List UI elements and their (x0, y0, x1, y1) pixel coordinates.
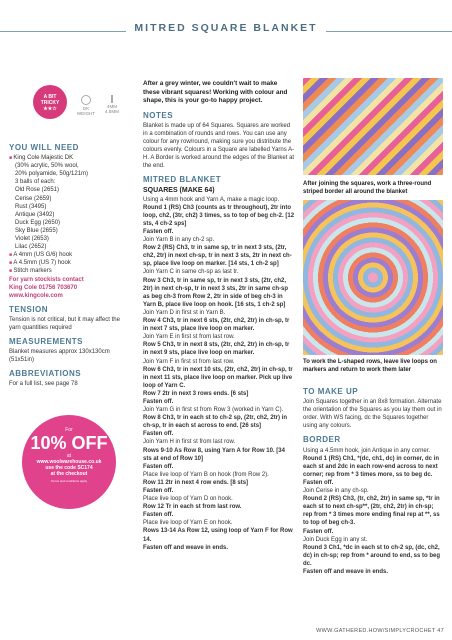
ywn-line: Old Rose (2651) (15, 187, 60, 194)
abbreviations-heading: ABBREVIATIONS (9, 369, 82, 379)
ywn-line: King Cole 01756 703670 (9, 284, 78, 291)
pat-line: Join Yarn G in first st from Row 3 (worked in Yarn C). (143, 407, 284, 414)
notes-heading: NOTES (143, 110, 174, 120)
border-heading: BORDER (303, 435, 341, 445)
ywn-line: www.kingcole.com (9, 292, 63, 299)
pat-line: Row 2 (RS) Ch3, tr in same sp, tr in next 3 sts, (2tr, ch2, 2tr) in next ch-sp, tr in next 3 sts, 2tr in next ch-sp, place live loop on marker. [14 sts, 1 ch-2 sp] (143, 245, 292, 268)
pat-line: Row 11 2tr in next 4 row ends. [8 sts] (143, 479, 249, 486)
ywn-line: 20% polyamide, 50g/121m) (15, 171, 89, 178)
brd-line: Fasten off. (303, 479, 334, 486)
abbreviations-text: For a full list, see page 78 (9, 381, 78, 388)
ywn-line: Sky Blue (2655) (15, 227, 58, 234)
meta-label: 4.5MM (104, 109, 120, 114)
pattern-subheading: SQUARES (MAKE 64) (143, 186, 215, 194)
pat-line: Join Yarn F in first st from last row. (143, 358, 235, 365)
star-rating-icon: ★★☆ (43, 106, 57, 112)
pat-line: Fasten off. (143, 431, 174, 438)
brd-line: Fasten off. (303, 528, 334, 535)
ywn-line: Antique (3492) (15, 211, 55, 218)
pat-line: Using a 4mm hook and Yarn A, make a magic loop. (143, 196, 280, 203)
promo-roundel (22, 415, 116, 509)
promo-checkout: at the checkout (50, 471, 88, 477)
pat-line: Fasten off. (143, 398, 174, 405)
ywn-line: Cerise (2659) (15, 195, 52, 202)
ywn-line: Rust (3495) (15, 203, 47, 210)
hook-icon (111, 95, 113, 103)
promo-for: For (65, 427, 73, 433)
meta-value: DK (82, 106, 90, 111)
meta-label: WEIGHT (76, 111, 96, 116)
main-column (143, 80, 295, 552)
brd-line: Round 1 (RS) Ch1, *(dc, ch1, dc) in corner, dc in each st and 2dc in each row-end across to next corner; rep from * 3 times more, ss to beg dc. (303, 455, 440, 478)
promo-fine-print: Terms and conditions apply (50, 479, 88, 483)
right-column (303, 382, 443, 576)
pat-line: Fasten off. (143, 229, 174, 235)
sidebar (9, 138, 127, 389)
mitred-square-photo (303, 200, 443, 355)
promo-at: at (66, 453, 72, 459)
pat-line: Row 12 Tr in each st from last row. (143, 504, 242, 511)
yarn-icon (81, 95, 91, 105)
promo-code: use the code SC174 (45, 465, 93, 471)
pat-line: Fasten off. (143, 463, 174, 470)
notes-text: Blanket is made up of 64 Squares. Squares are worked in a combination of rounds and rows. You can use any colour for any row/round, making sure you distribute the colours evenly. Colours in a Square are labelled Yarns A-H. A Border is worked around the edges of the Blanket at the end. (143, 122, 295, 170)
ywn-line: (30% acrylic, 50% wool, (15, 163, 79, 170)
pat-line: Row 3 Ch3, tr in same sp, tr in next 3 sts, (2tr, ch2, 2tr) in next ch-sp, tr in next 3 sts, 2tr in same ch-sp as beg ch-3 from Row 2, 2tr in side of beg ch-3 in Yarn B, place live loop on hook. [16 sts, 1 ch-2 sp] (143, 277, 289, 308)
ywn-line: Lilac (2652) (15, 244, 47, 251)
pat-line: Place live loop of Yarn B on hook (from Row 2). (143, 471, 269, 478)
tension-text: Tension is not critical, but it may affect the yarn quantities required (9, 316, 120, 331)
meta-value: 4MM (106, 104, 118, 109)
ywn-line: ■ King Cole Majestic DK (9, 154, 127, 162)
pat-line: Rows 13-14 As Row 12, using loop of Yarn F for Row 14. (143, 528, 293, 543)
measurements-heading: MEASUREMENTS (9, 337, 84, 347)
pat-line: Fasten off. (143, 512, 174, 519)
pat-line: Row 8 Ch3, tr in each st to ch-2 sp, (2tr, ch2, 2tr) in ch-sp, tr in each st across to end. [26 sts] (143, 415, 288, 430)
make-up-text: Join Squares together in an 8x8 formation. Alternate the orientation of the Squares as you lay them out in order. With WS facing, dc the Squares together using any colours. (303, 399, 442, 430)
pat-line: Place live loop of Yarn E on hook. (143, 520, 233, 527)
brd-line: Round 3 Ch1, *dc in each st to ch-2 sp, (dc, ch2, dc) in ch-sp; rep from * around to end, ss to beg dc. (303, 544, 441, 567)
pat-line: Join Yarn C in same ch-sp as last tr. (143, 269, 239, 276)
intro-text: After a grey winter, we couldn't wait to make these vibrant squares! Working with colour and shape, this is your go-to happy project. (143, 80, 288, 105)
brd-line: Join Duck Egg in any st. (303, 536, 368, 543)
pattern-heading: MITRED BLANKET (143, 175, 222, 185)
photo-caption-bottom: To work the L-shaped rows, leave live loops on markers and return to work them later (303, 359, 437, 373)
ywn-line: Duck Egg (2650) (15, 219, 61, 226)
pat-line: Row 4 Ch3, tr in next 6 sts, (2tr, ch2, 2tr) in ch-sp, tr in next 7 sts, place live loop on marker. (143, 318, 290, 333)
pat-line: Row 6 Ch3, tr in next 10 sts, (2tr, ch2, 2tr) in ch-sp, tr in next 11 sts, place live loop on marker. Pick up live loop of Yarn C. (143, 366, 293, 389)
pat-line: Row 5 Ch3, tr in next 8 sts, (2tr, ch2, 2tr) in ch-sp, tr in next 9 sts, place live loop on marker. (143, 342, 290, 357)
page-footer: WWW.GATHERED.HOW/SIMPLYCROCHET 47 (316, 628, 444, 634)
pat-line: Fasten off. (143, 488, 174, 494)
pat-line: Fasten off and weave in ends. (143, 544, 229, 551)
ywn-line: ■ Stitch markers (9, 267, 127, 275)
measurements-text: Blanket measures approx 130x130cm (51x51in) (9, 349, 110, 364)
photo-caption-top: After joining the squares, work a three-round striped border all around the blanket (303, 181, 432, 195)
difficulty-badge (33, 85, 67, 119)
pat-line: Round 1 (RS) Ch3 (counts as tr throughout), 2tr into loop, ch2, (3tr, ch2) 3 times, ss to top of beg ch-2. [12 sts, 4 ch-2 sps] (143, 204, 295, 227)
pat-line: Rows 9-10 As Row 8, using Yarn A for Row 10. [34 sts at end of Row 10] (143, 447, 285, 462)
blanket-border-photo (303, 78, 443, 175)
hook-size-info (100, 95, 124, 114)
page-title: MITRED SQUARE BLANKET (0, 22, 452, 34)
tension-heading: TENSION (9, 304, 49, 314)
yarn-weight-info (74, 95, 98, 116)
pattern-instructions (143, 196, 295, 552)
ywn-line: For yarn stockists contact (9, 276, 84, 283)
brd-line: Round 2 (RS) Ch3, (tr, ch2, 2tr) in same sp, *tr in each st to next ch-sp**, (2tr, ch2, 2tr) in ch-sp; rep from * 3 times more ending final rep at **, ss to top of beg ch-3. (303, 496, 440, 527)
brd-line: Fasten off and weave in ends. (303, 568, 389, 575)
pat-line: Join Yarn E in first st from last row. (143, 334, 235, 341)
ywn-line: 3 balls of each: (15, 179, 56, 186)
materials-list (9, 154, 127, 300)
pat-line: Place live loop of Yarn D on hook. (143, 496, 233, 503)
pat-line: Join Yarn D in first st in Yarn B. (143, 309, 226, 316)
promo-offer: 10% OFF (30, 433, 108, 453)
border-instructions (303, 447, 443, 577)
pat-line: Join Yarn H in first st from last row. (143, 439, 236, 446)
badge-line1: A BIT (43, 94, 57, 100)
you-will-need-heading: YOU WILL NEED (9, 143, 79, 152)
ywn-line: Violet (2653) (15, 236, 49, 243)
promo-site[interactable]: www.woolwarehouse.co.uk (36, 459, 102, 465)
pat-line: Row 7 2tr in next 3 rows ends. [6 sts] (143, 390, 249, 397)
brd-line: Join Cerise in any ch-sp. (303, 488, 369, 495)
pat-line: Join Yarn B in any ch-2 sp. (143, 237, 215, 244)
make-up-heading: TO MAKE UP (303, 387, 359, 396)
ywn-line: ■ A 4.5mm (US 7) hook (9, 259, 127, 267)
badge-line2: TRICKY (40, 100, 60, 106)
brd-line: Using a 4.5mm hook, join Antique in any corner. (303, 447, 431, 454)
ywn-line: ■ A 4mm (US G/6) hook (9, 251, 127, 259)
